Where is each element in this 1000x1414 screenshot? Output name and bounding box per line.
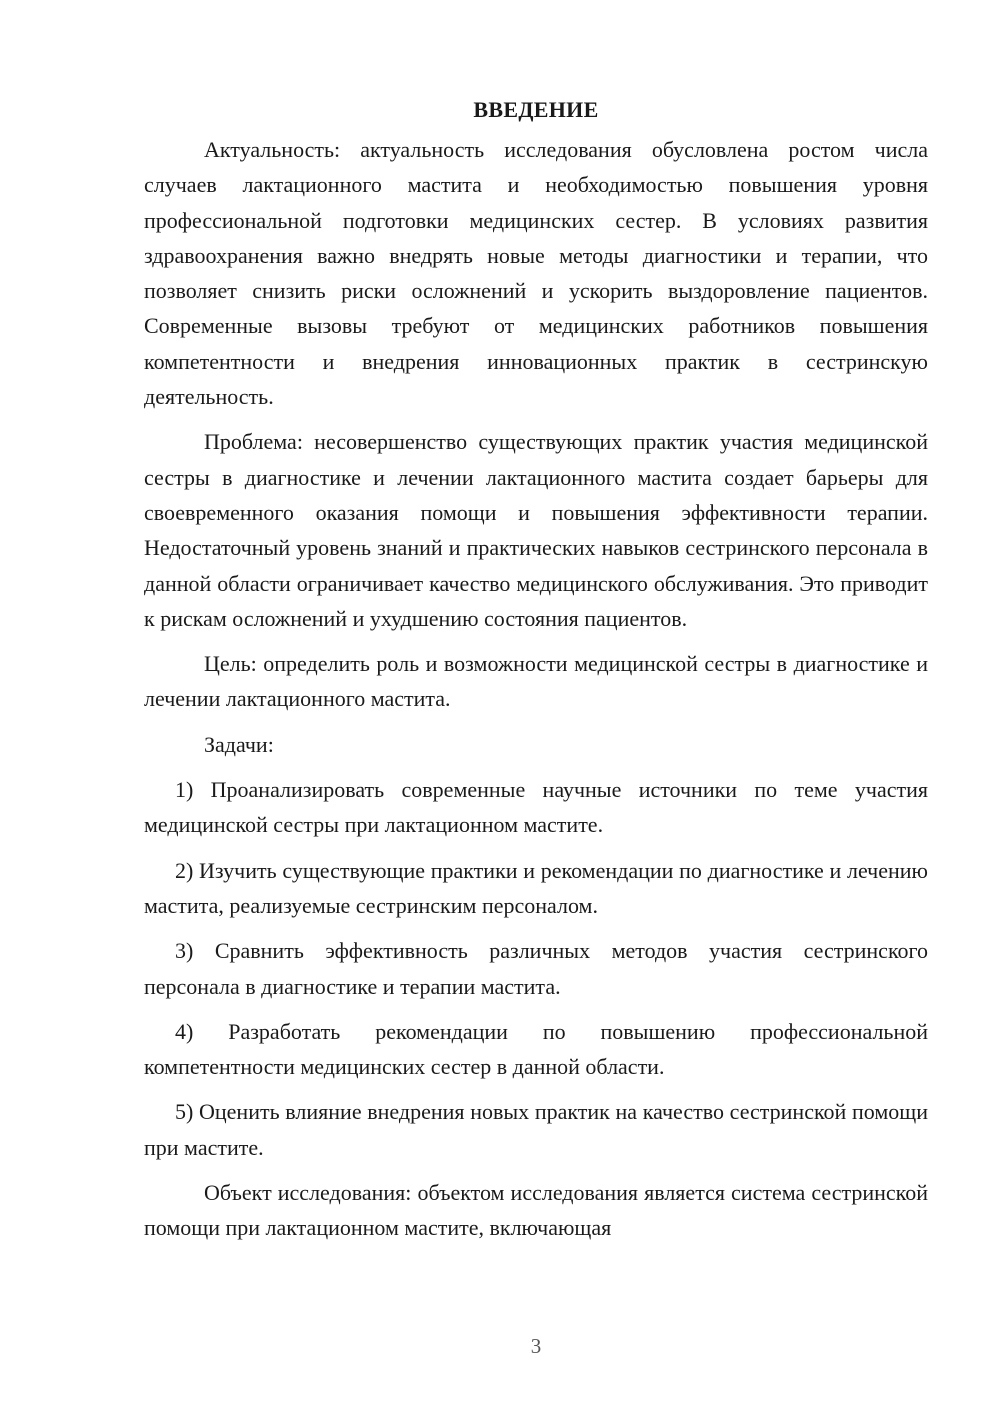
task-item: 1) Проанализировать современные научные источники по теме участия медицинской сестры при лактационном мастите. [144, 777, 928, 838]
task-item: 4) Разработать рекомендации по повышению профессиональной компетентности медицинских сестер в данной области. [144, 1018, 928, 1080]
tasks-label: Задачи: [204, 731, 274, 757]
task-list [144, 772, 928, 1165]
page-number: 3 [530, 1334, 542, 1358]
relevance-paragraph: Актуальность: актуальность исследования обусловлена ростом числа случаев лактационного мастита и необходимостью повышения уровня профессиональной подготовки медицинских сестер. В условиях развития здравоохранения важно внедрять новые методы диагностики и терапии, что позволяет снизить риски осложнений и ускорить выздоровление пациентов. Современные вызовы требуют от медицинских работников повышения компетентности и внедрения инновационных практик в сестринскую деятельность. [144, 137, 928, 410]
problem-paragraph: Проблема: несовершенство существующих практик участия медицинской сестры в диагностике и лечении лактационного мастита создает барьеры для своевременного оказания помощи и повышения эффективности терапии. Недостаточный уровень знаний и практических навыков сестринского персонала в данной области ограничивает качество медицинского обслуживания. Это приводит к рискам осложнений и ухудшению состояния пациентов. [144, 429, 928, 631]
task-item: 2) Изучить существующие практики и рекомендации по диагностике и лечению мастита, реализуемые сестринским персоналом. [144, 857, 928, 918]
task-item: 3) Сравнить эффективность различных методов участия сестринского персонала в диагностике и терапии мастита. [144, 938, 928, 999]
page-content [144, 92, 928, 1256]
section-heading: ВВЕДЕНИЕ [473, 97, 599, 122]
task-item: 5) Оценить влияние внедрения новых практик на качество сестринской помощи при мастите. [144, 1099, 928, 1160]
goal-paragraph: Цель: определить роль и возможности медицинской сестры в диагностике и лечении лактационного мастита. [144, 651, 928, 712]
object-paragraph: Объект исследования: объектом исследования является система сестринской помощи при лактационном мастите, включающая [144, 1180, 928, 1241]
